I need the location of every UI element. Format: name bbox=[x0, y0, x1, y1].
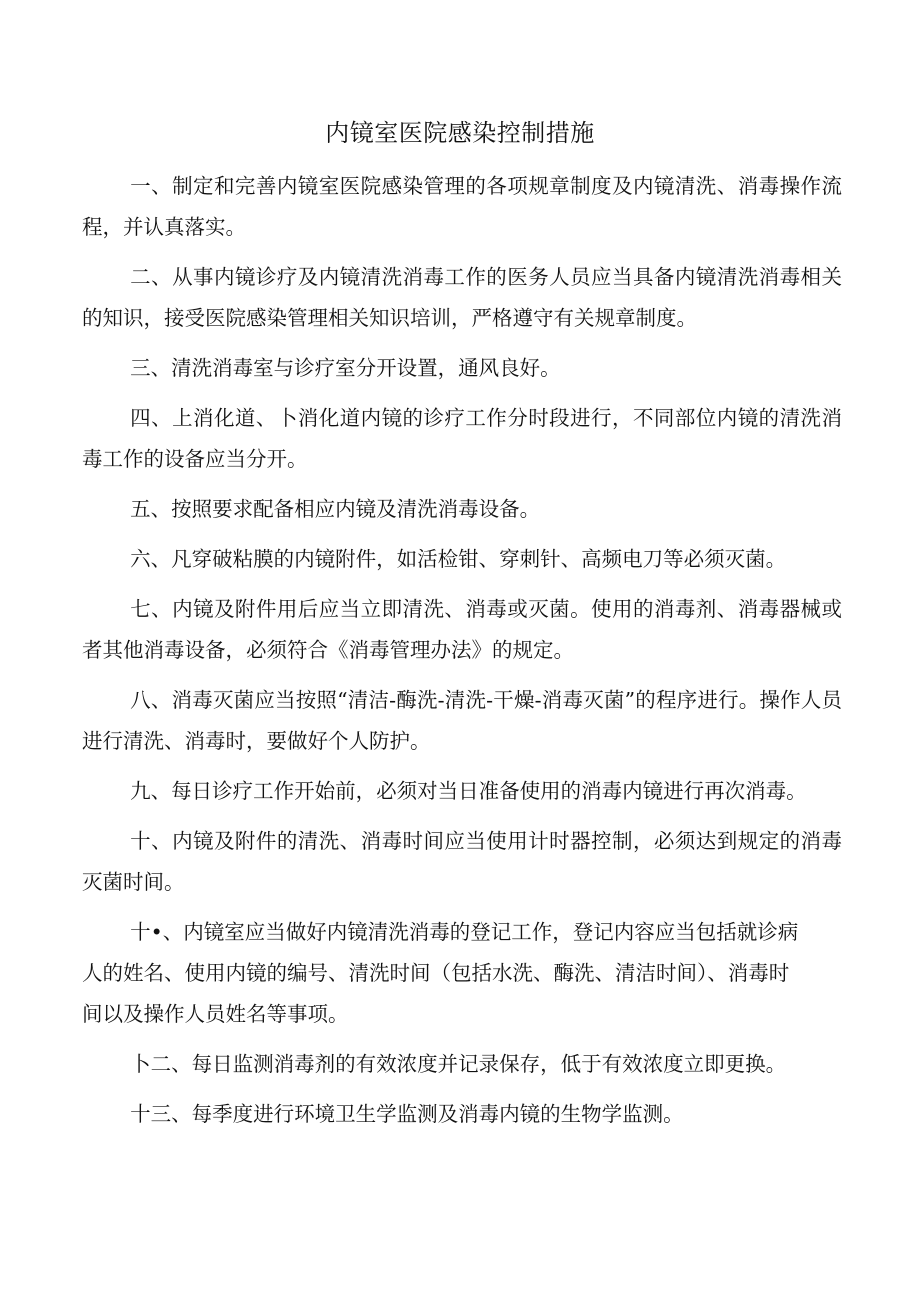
document-title: 内镜室医院感染控制措施 bbox=[325, 119, 595, 147]
paragraph-5: 五、按照要求配备相应内镜及清洗消毒设备。 bbox=[130, 497, 541, 521]
paragraph-8: 八、消毒灭菌应当按照“清洁-酶洗-清洗-干燥-消毒灭菌”的程序进行。操作人员进行清洗、消毒时，要做好个人防护。 bbox=[82, 688, 842, 753]
paragraph-12: 卜二、每日监测消毒剂的有效浓度并记录保存，低于有效浓度立即更换。 bbox=[130, 1052, 787, 1076]
paragraph-9: 九、每日诊疗工作开始前，必须对当日准备使用的消毒内镜进行再次消毒。 bbox=[130, 779, 807, 803]
paragraph-7: 七、内镜及附件用后应当立即清洗、消毒或灭菌。使用的消毒剂、消毒器械或者其他消毒设备，必须符合《消毒管理办法》的规定。 bbox=[82, 597, 842, 662]
paragraph-11: 十•、内镜室应当做好内镜清洗消毒的登记工作，登记内容应当包括就诊病人的姓名、使用内镜的编号、清洗时间（包括水洗、酶洗、清洁时间）、消毒时间以及操作人员姓名等事项。 bbox=[82, 920, 799, 1026]
paragraph-10: 十、内镜及附件的清洗、消毒时间应当使用计时器控制，必须达到规定的消毒灭菌时间。 bbox=[82, 829, 842, 894]
paragraph-13: 十三、每季度进行环境卫生学监测及消毒内镜的生物学监测。 bbox=[130, 1102, 684, 1126]
paragraph-3: 三、清洗消毒室与诊疗室分开设置，通风良好。 bbox=[130, 356, 561, 380]
paragraph-6: 六、凡穿破粘膜的内镜附件，如活检钳、穿刺针、高频电刀等必须灭菌。 bbox=[130, 547, 787, 571]
paragraph-2: 二、从事内镜诊疗及内镜清洗消毒工作的医务人员应当具备内镜清洗消毒相关的知识，接受医院感染管理相关知识培训，严格遵守有关规章制度。 bbox=[82, 265, 842, 330]
paragraph-4: 四、上消化道、卜消化道内镜的诊疗工作分时段进行，不同部位内镜的清洗消毒工作的设备应当分开。 bbox=[82, 406, 842, 471]
paragraph-1: 一、制定和完善内镜室医院感染管理的各项规章制度及内镜清洗、消毒操作流程，并认真落实。 bbox=[82, 174, 842, 239]
document-body bbox=[82, 166, 842, 1144]
